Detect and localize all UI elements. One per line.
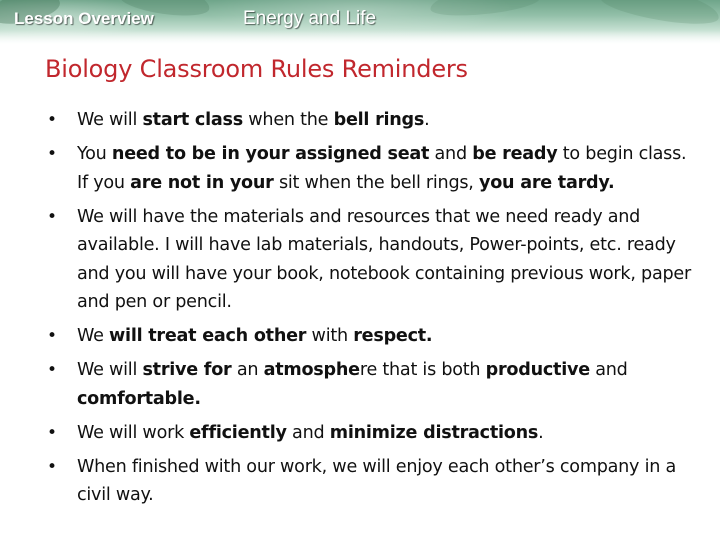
rule-text-bold: be ready xyxy=(472,144,558,164)
rule-text-bold: need to be in your assigned seat xyxy=(111,144,430,164)
bullet-icon: • xyxy=(47,422,57,443)
rule-item xyxy=(45,453,695,510)
bullet-icon: • xyxy=(47,110,57,130)
rule-item xyxy=(45,140,695,197)
rule-text-bold: bell rings xyxy=(333,110,425,130)
lesson-overview-label: Lesson Overview xyxy=(14,9,154,28)
bullet-icon: • xyxy=(47,144,57,164)
rule-text-bold: strive for xyxy=(142,360,232,380)
rule-text-bold: start class xyxy=(142,110,243,130)
rule-text: re that is both xyxy=(359,360,486,380)
rule-text: and xyxy=(589,360,628,380)
rule-text: and xyxy=(286,422,330,443)
bullet-icon: • xyxy=(47,206,57,227)
rule-item xyxy=(45,322,695,351)
rule-text-bold: productive xyxy=(485,360,590,380)
rule-item xyxy=(45,419,695,448)
rule-text-bold: respect. xyxy=(353,326,433,346)
rule-text: with xyxy=(306,326,354,346)
rule-text: . xyxy=(538,422,544,443)
rule-text: sit when the bell rings, xyxy=(273,172,479,193)
rule-text-bold: comfortable. xyxy=(77,388,201,409)
rule-text: to begin class. If you xyxy=(77,144,687,193)
rule-text: We xyxy=(77,326,110,346)
rule-text: You xyxy=(77,144,112,164)
bullet-icon: • xyxy=(47,456,57,477)
rule-text: We will have the materials and resources that we need ready and available. I will have lab materials, handouts, Power-points, etc. ready and you will have your book, notebook containing previous work, paper and pen or pencil. xyxy=(77,206,691,312)
page-title: Biology Classroom Rules Reminders xyxy=(45,55,468,83)
leaf-decoration-icon xyxy=(429,0,541,20)
leaf-decoration-icon xyxy=(598,0,720,30)
rule-item xyxy=(45,106,695,135)
rule-text: and xyxy=(429,144,473,164)
rule-text-bold: will treat each other xyxy=(109,326,307,346)
rule-text: . xyxy=(424,110,430,130)
rule-item xyxy=(45,203,695,317)
rule-text: We will xyxy=(77,360,143,380)
rule-text-bold: you are tardy. xyxy=(478,172,615,193)
rule-text-bold: are not in your xyxy=(130,172,274,193)
rules-list xyxy=(45,106,695,515)
rule-text-bold: minimize distractions xyxy=(329,422,539,443)
rule-text: when the xyxy=(242,110,334,130)
rule-text: We will xyxy=(77,110,143,130)
rule-text-bold: atmosphe xyxy=(263,360,360,380)
banner-fade xyxy=(0,30,720,50)
rule-text: an xyxy=(231,360,264,380)
rule-text: We will work xyxy=(77,422,190,443)
rule-text-bold: efficiently xyxy=(189,422,287,443)
rule-item xyxy=(45,356,695,413)
bullet-icon: • xyxy=(47,326,57,346)
topic-label: Energy and Life xyxy=(243,8,377,29)
rule-text: When finished with our work, we will enjoy each other’s company in a civil way. xyxy=(77,456,676,505)
bullet-icon: • xyxy=(47,360,57,380)
